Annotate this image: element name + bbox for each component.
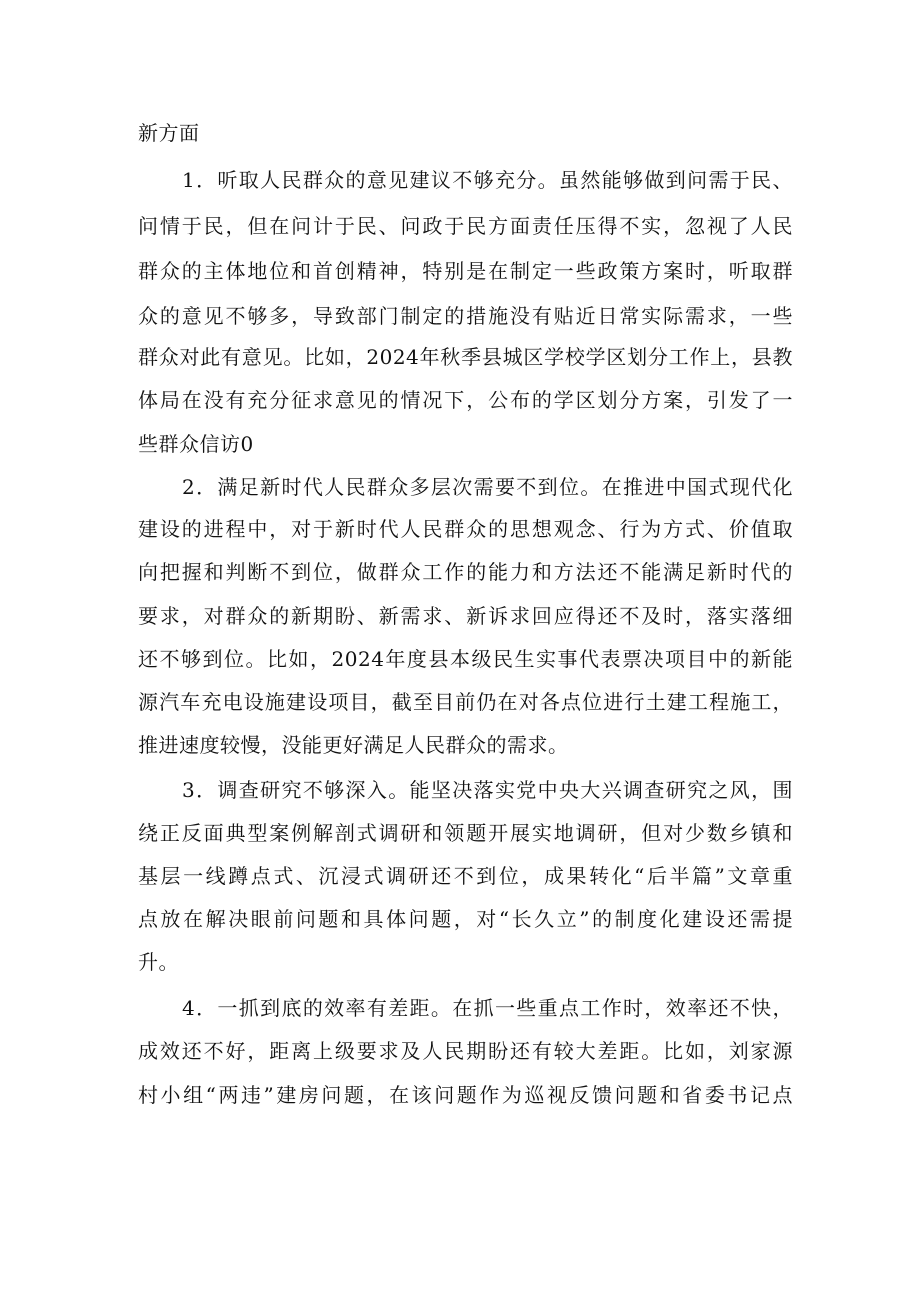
text-line: 成效还不好，距离上级要求及人民期盼还有较大差距。比如，刘家源 <box>138 1039 793 1063</box>
text-line: 体局在没有充分征求意见的情况下，公布的学区划分方案，引发了一 <box>138 388 793 412</box>
text-line: 向把握和判断不到位，做群众工作的能力和方法还不能满足新时代的 <box>138 560 793 584</box>
text-line: 升。 <box>138 950 179 974</box>
text-line: 建设的进程中，对于新时代人民群众的思想观念、行为方式、价值取 <box>138 517 793 541</box>
text-line: 问情于民，但在问计于民、问政于民方面责任压得不实，忽视了人民 <box>138 214 793 238</box>
text-line: 1．听取人民群众的意见建议不够充分。虽然能够做到问需于民、 <box>182 168 793 192</box>
text-line: 村小组“两违”建房问题，在该问题作为巡视反馈问题和省委书记点 <box>138 1083 793 1107</box>
text-line: 些群众信访0 <box>138 432 254 456</box>
text-line: 2．满足新时代人民群众多层次需要不到位。在推进中国式现代化 <box>182 475 793 499</box>
text-line: 4．一抓到底的效率有差距。在抓一些重点工作时，效率还不快， <box>182 996 793 1020</box>
text-line: 众的意见不够多，导致部门制定的措施没有贴近日常实际需求，一些 <box>138 304 793 328</box>
text-line: 绕正反面典型案例解剖式调研和领题开展实地调研，但对少数乡镇和 <box>138 821 793 845</box>
text-line: 新方面 <box>138 121 200 145</box>
text-line: 群众对此有意见。比如，2024年秋季县城区学校学区划分工作上，县教 <box>138 345 793 369</box>
text-line: 3．调查研究不够深入。能坚决落实党中央大兴调查研究之风，围 <box>182 778 793 802</box>
text-line: 群众的主体地位和首创精神，特别是在制定一些政策方案时，听取群 <box>138 259 793 283</box>
text-line: 基层一线蹲点式、沉浸式调研还不到位，成果转化“后半篇”文章重 <box>138 864 793 888</box>
text-line: 点放在解决眼前问题和具体问题，对“长久立”的制度化建设还需提 <box>138 907 793 931</box>
text-line: 还不够到位。比如，2024年度县本级民生实事代表票决项目中的新能 <box>138 647 793 671</box>
text-line: 推进速度较慢，没能更好满足人民群众的需求。 <box>138 733 569 757</box>
text-line: 要求，对群众的新期盼、新需求、新诉求回应得还不及时，落实落细 <box>138 604 793 628</box>
text-line: 源汽车充电设施建设项目，截至目前仍在对各点位进行土建工程施工， <box>138 690 793 714</box>
